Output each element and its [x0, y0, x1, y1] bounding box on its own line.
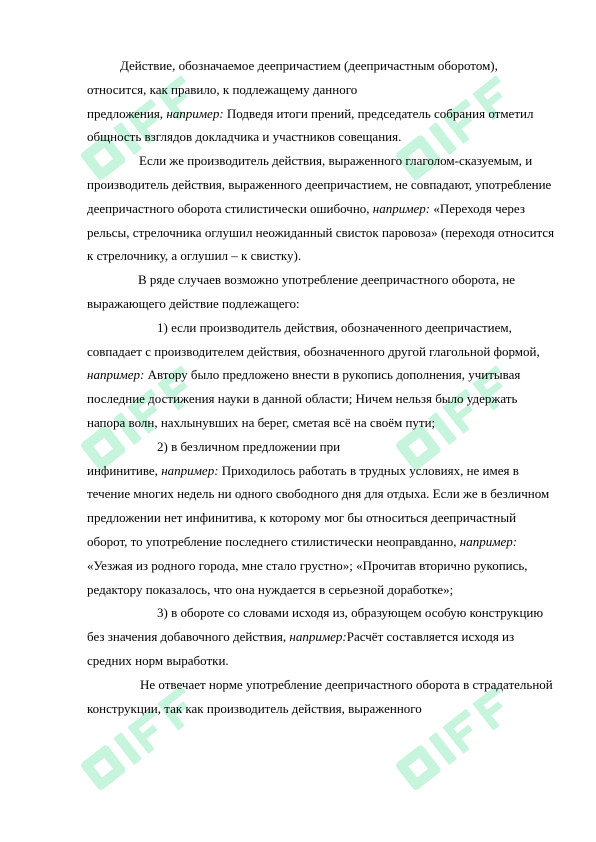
paragraph-text: «Переходя через рельсы, стрелочника оглушил неожиданный свисток паровоза» (переходя относится к стрелочнику, а оглушил – к свистку).	[87, 200, 555, 264]
paragraph	[87, 102, 557, 150]
paragraph	[87, 316, 557, 435]
paragraph-text: Если же производитель действия, выраженного глаголом-сказуемым, и производитель действия, выраженного деепричастием, не совпадают, употребление деепричастного оборота стилистически ошибочно,	[87, 153, 552, 216]
paragraph-text: Автору было предложено внести в рукопись дополнения, учитывая последние достижения науки в данной области; Ничем нельзя было удержать напора волн, нахлынувших на берег, сметая всё на своём пути;	[87, 367, 521, 430]
paragraph-text: 1) если производитель действия, обозначенного деепричастием, совпадает с производителем действия, обозначенного другой глагольной формой,	[87, 319, 540, 359]
paragraph	[87, 54, 557, 102]
paragraph	[87, 149, 557, 268]
paragraph	[87, 601, 557, 672]
paragraph-text: Расчёт составляется исходя из средних норм выработки.	[87, 629, 515, 668]
paragraph-text: Приходилось работать в трудных условиях, не имея в течение многих недель ни одного свободного дня для отдыха. Если же в безличном предложении нет инфинитива, к которому мог бы относиться деепричастный оборот, то употребление последнего стилистически неоправданно,	[87, 462, 550, 549]
example-marker: например:	[289, 629, 347, 645]
paragraph	[87, 673, 557, 721]
paragraph-text: «Уезжая из родного города, мне стало грустно»; «Прочитав вторично рукопись, редактору показалось, что она нуждается в серьезной доработке»;	[87, 557, 528, 597]
paragraph-text: Не отвечает норме употребление деепричастного оборота в страдательной конструкции, так как производитель действия, выраженного	[87, 676, 553, 716]
document-body	[87, 54, 557, 720]
paragraph-text: 3) в обороте со словами исходя из, образующем особую конструкцию без значения добавочного действия,	[87, 605, 544, 645]
example-marker: например:	[166, 105, 224, 121]
example-marker: например:	[372, 200, 431, 216]
example-marker: например:	[161, 462, 219, 478]
paragraph-text: Подведя итоги прений, председатель собрания отметил общность взглядов докладчика и участников совещания.	[87, 105, 534, 145]
paragraph	[87, 435, 557, 459]
paragraph-text: Действие, обозначаемое деепричастием (деепричастным оборотом), относится, как правило, к подлежащему данного	[87, 58, 498, 97]
paragraph	[87, 459, 557, 602]
paragraph-text: инфинитиве,	[87, 462, 162, 478]
example-marker: например:	[459, 533, 518, 549]
paragraph	[87, 268, 557, 316]
paragraph-text: предложения,	[87, 105, 167, 121]
paragraph-text: В ряде случаев возможно употребление деепричастного оборота, не выражающего действие подлежащего:	[87, 272, 516, 311]
paragraph-text: 2) в безличном предложении при	[157, 438, 341, 454]
example-marker: например:	[87, 367, 145, 383]
